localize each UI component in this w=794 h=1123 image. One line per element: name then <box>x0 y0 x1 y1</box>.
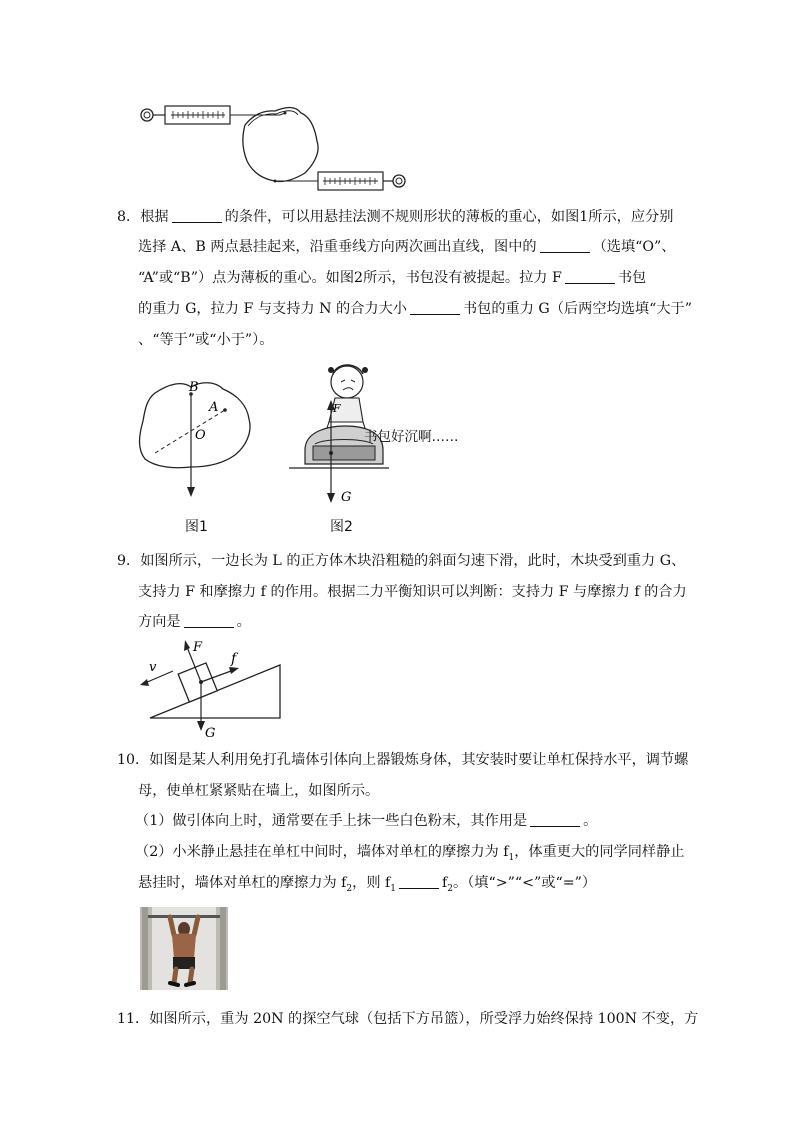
q8-line1: 8．根据 的条件，可以用悬挂法测不规则形状的薄板的重心，如图1所示，应分别 <box>117 209 674 225</box>
q9-line1: 9．如图所示，一边长为 L 的正方体木块沿粗糙的斜面匀速下滑，此时，木块受到重力 G、 <box>117 553 686 569</box>
fig2-label-f: F <box>333 402 341 415</box>
q9-label-g: G <box>205 726 216 741</box>
q8-line4: 的重力 G，拉力 F 与支持力 N 的合力大小 书包的重力 G（后两空均选填“大于” <box>138 301 692 317</box>
spring-scale-figure <box>135 95 415 195</box>
fig2-label-g: G <box>341 490 352 505</box>
q9-line3: 方向是 。 <box>138 614 251 630</box>
q9-line2: 支持力 F 和摩擦力 f 的作用。根据二力平衡知识可以判断：支持力 F 与摩擦力 f 的合力 <box>138 584 687 600</box>
q8-blank4[interactable] <box>410 300 460 315</box>
q10-line2: 母，使单杠紧紧贴在墙上，如图所示。 <box>138 783 380 799</box>
fig2-caption: 图2 <box>330 519 353 535</box>
q8-blank2[interactable] <box>540 238 590 253</box>
q8-line5: 、“等于”或“小于”）。 <box>138 332 274 348</box>
q10-part3: 悬挂时，墙体对单杠的摩擦力为 $f_2$，则 $f_1$ $f_2$。（填“>”“<”或“=”） <box>138 875 597 894</box>
fig1-label-o: O <box>195 428 206 443</box>
q9-label-v: v <box>149 660 157 675</box>
fig1-label-a: A <box>209 400 219 415</box>
q10-blank2[interactable] <box>399 874 439 889</box>
q9-blank[interactable] <box>184 613 234 628</box>
fig1-caption: 图1 <box>185 519 208 535</box>
q10-line1: 10．如图是某人利用免打孔墙体引体向上器锻炼身体，其安装时要让单杠保持水平，调节螺 <box>117 752 689 768</box>
fig1-plate-diagram <box>135 375 260 505</box>
pull-up-photo <box>140 907 228 990</box>
q10-blank1[interactable] <box>530 812 580 827</box>
q8-line2: 选择 A、B 两点悬挂起来，沿重垂线方向两次画出直线，图中的 （选填“O”、 <box>138 239 676 255</box>
q10-part1: （1）做引体向上时，通常要在手上抹一些白色粉末，其作用是 。 <box>135 813 598 829</box>
q8-line3: “A”或“B”）点为薄板的重心。如图2所示，书包没有被提起。拉力 F 书包 <box>138 270 647 286</box>
q8-blank1[interactable] <box>172 208 222 223</box>
q10-part2: （2）小米静止悬挂在单杠中间时，墙体对单杠的摩擦力为 $f_1$，体重更大的同学同样静止 <box>135 844 685 863</box>
fig2-speech-text: 书包好沉啊…… <box>364 429 459 445</box>
q11-line1: 11．如图所示，重为 20N 的探空气球（包括下方吊篮），所受浮力始终保持 100N 不变，方 <box>117 1011 699 1027</box>
q9-label-f-cap: F <box>193 640 203 655</box>
q8-blank3[interactable] <box>565 269 615 284</box>
q9-incline-diagram <box>135 635 295 745</box>
q9-label-f-small: f <box>231 651 237 667</box>
fig1-label-b: B <box>189 380 199 395</box>
